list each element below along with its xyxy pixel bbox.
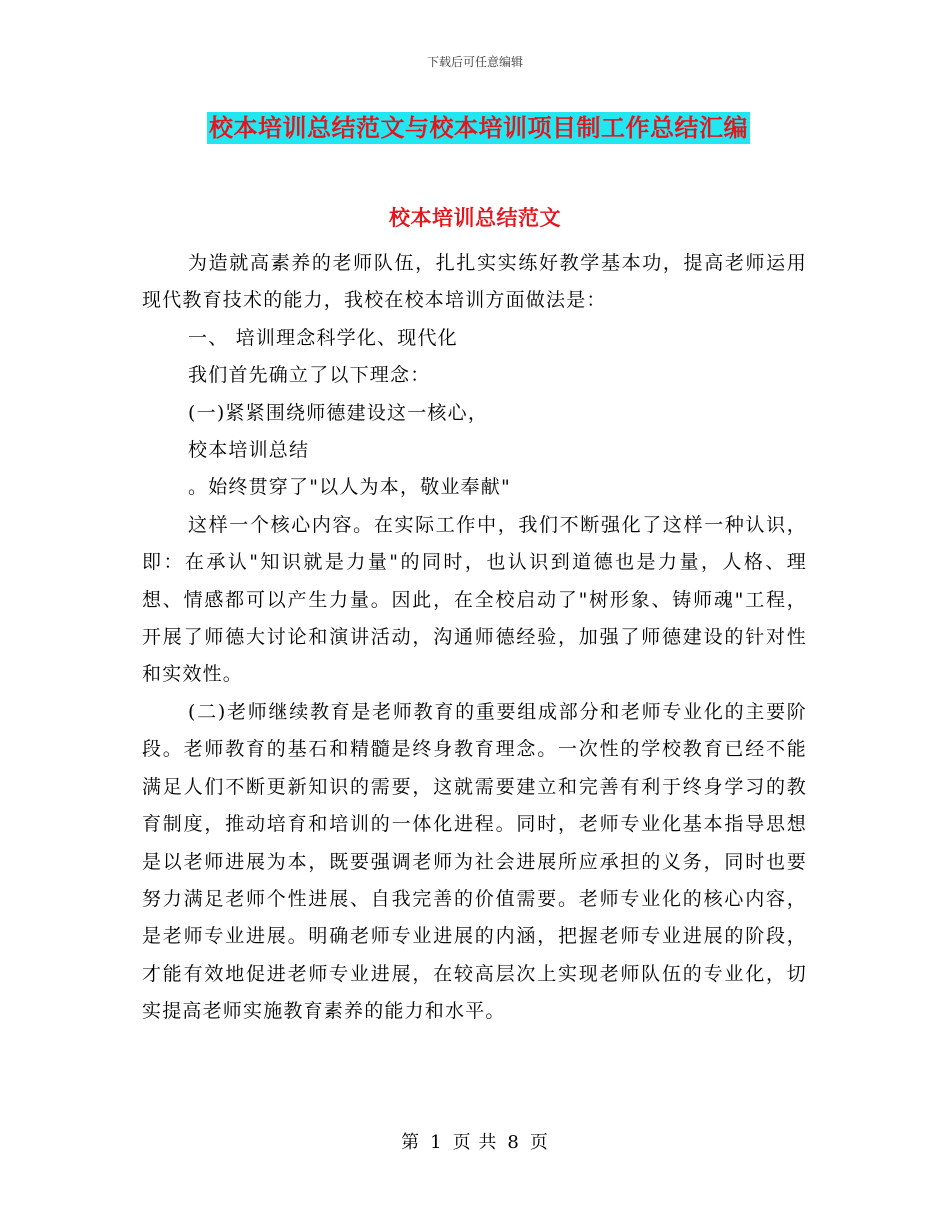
page-label-prefix: 第 <box>401 1132 421 1153</box>
paragraph-continuing-education: (二)老师继续教育是老师教育的重要组成部分和老师专业化的主要阶段。老师教育的基石和精髓是终身教育理念。一次性的学校教育已经不能满足人们不断更新知识的需要，这就需要建立和完善有利于终身学习的教育制度，推动培育和培训的一体化进程。同时，老师专业化基本指导思想是以老师进展为本，既要强调老师为社会进展所应承担的义务，同时也要努力满足老师个性进展、自我完善的价值需要。老师专业化的核心内容，是老师专业进展。明确老师专业进展的内涵，把握老师专业进展的阶段，才能有效地促进老师专业进展，在较高层次上实现老师队伍的专业化，切实提高老师实施教育素养的能力和水平。 <box>142 700 807 1023</box>
paragraph-practice: 这样一个核心内容。在实际工作中，我们不断强化了这样一种认识，即：在承认"知识就是力量"的同时，也认识到道德也是力量，人格、理想、情感都可以产生力量。因此，在全校启动了"树形象、铸师魂"工程，开展了师德大讨论和演讲活动，沟通师德经验，加强了师德建设的针对性和实效性。 <box>142 513 807 686</box>
document-main-title: 校本培训总结范文与校本培训项目制工作总结汇编 <box>209 113 748 142</box>
current-page-number: 1 <box>430 1132 443 1153</box>
section-title: 校本培训总结范文 <box>389 205 561 230</box>
paragraph-intro: 为造就高素养的老师队伍，扎扎实实练好教学基本功，提高老师运用现代教育技术的能力，我校在校本培训方面做法是： <box>142 252 807 312</box>
page-label-suffix: 页 <box>529 1132 549 1153</box>
paragraph-theme: 。始终贯穿了"以人为本，敬业奉献" <box>188 476 511 499</box>
heading-item-one: 一、 培训理念科学化、现代化 <box>188 326 458 349</box>
document-body <box>142 245 807 1031</box>
page-footer <box>0 1128 950 1154</box>
header-note: 下载后可任意编辑 <box>426 55 523 69</box>
paragraph-ideas: 我们首先确立了以下理念： <box>188 364 431 387</box>
paragraph-core: (一)紧紧围绕师德建设这一核心， <box>188 401 489 424</box>
total-pages-number: 8 <box>507 1132 520 1153</box>
page-label-mid: 页 共 <box>452 1132 498 1153</box>
paragraph-summary-label: 校本培训总结 <box>188 439 310 462</box>
